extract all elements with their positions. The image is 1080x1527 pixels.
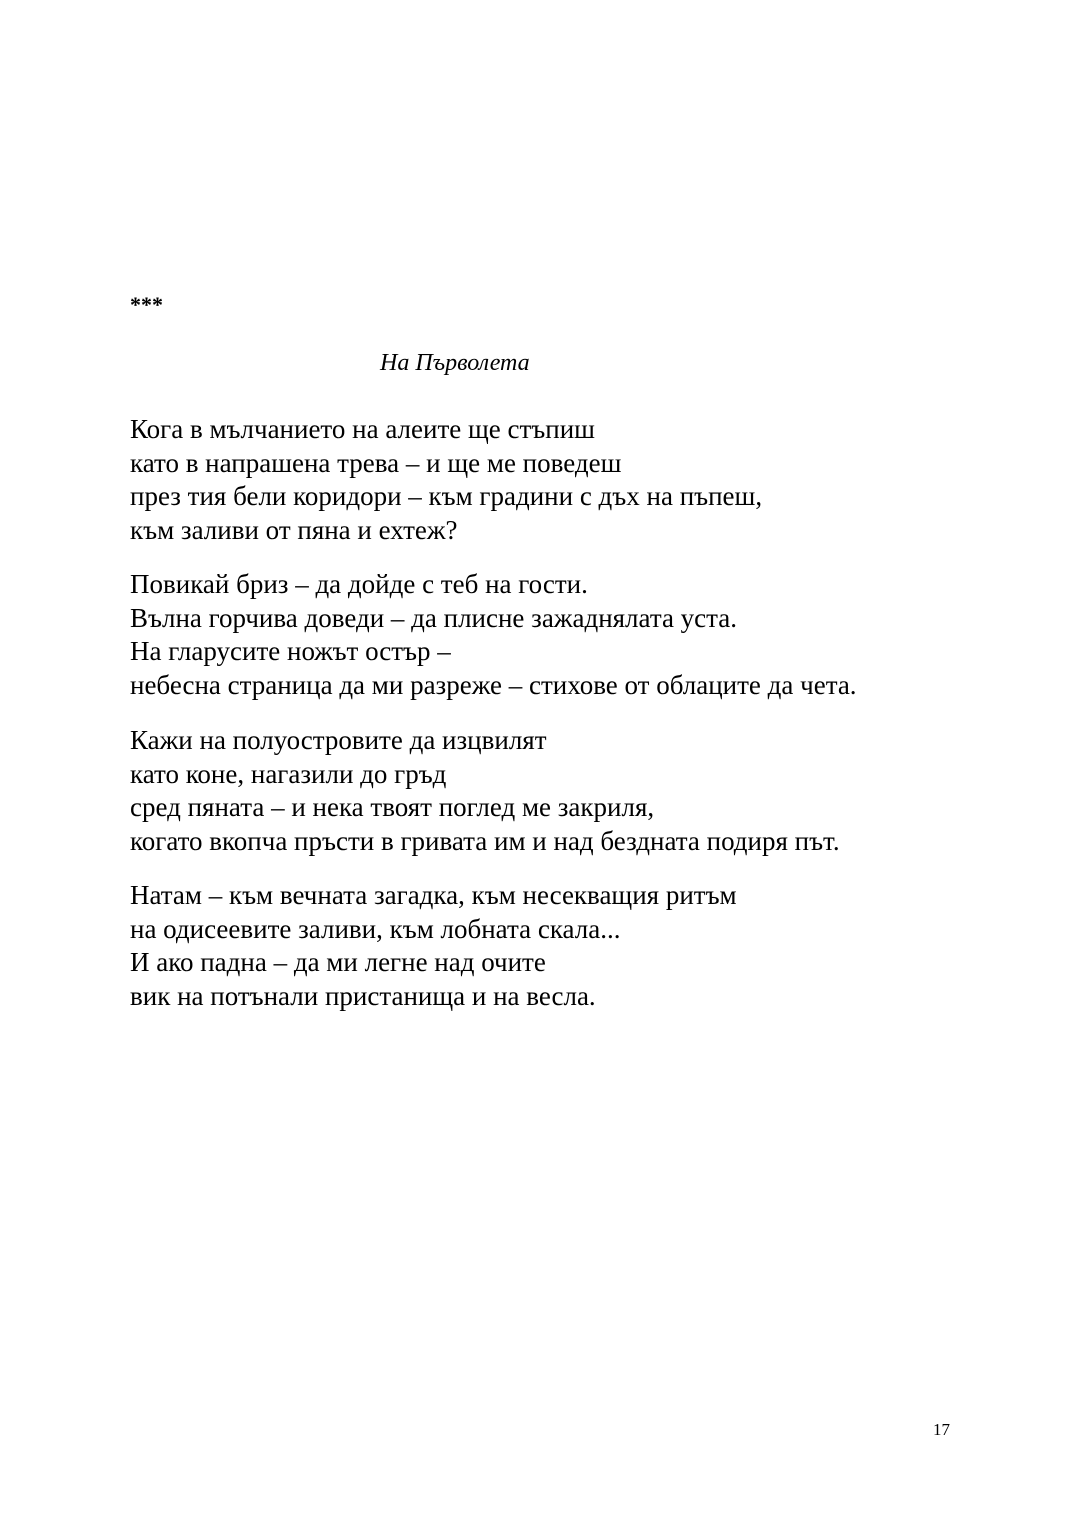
poem-line: на одисеевите заливи, към лобната скала... (130, 913, 621, 944)
poem-line: вик на потънали пристанища и на весла. (130, 980, 596, 1011)
poem-line: На гларусите ножът остър – (130, 636, 451, 666)
section-separator: *** (130, 292, 163, 317)
page-number: 17 (933, 1420, 950, 1439)
poem-line: като в напрашена трева – и ще ме поведеш (130, 447, 622, 478)
poem-title: На Първолета (380, 350, 530, 376)
poem-line: Вълна горчива доведи – да плисне зажаднялата уста. (130, 602, 738, 633)
stanza-4 (130, 879, 737, 1013)
poem-line: когато вкопча пръсти в гривата им и над бездната подиря път. (130, 825, 840, 856)
poem-line: Кога в мълчанието на алеите ще стъпиш (130, 414, 595, 444)
poem-line: към заливи от пяна и ехтеж? (130, 514, 458, 545)
poem-line: през тия бели коридори – към градини с дъх на пъпеш, (130, 481, 763, 511)
poem-line: като коне, нагазили до гръд (130, 758, 447, 789)
poem-line: И ако падна – да ми легне над очите (130, 947, 546, 977)
poem-line: небесна страница да ми разреже – стихове от облаците да чета. (130, 669, 857, 700)
poem-line: Кажи на полуостровите да изцвилят (130, 725, 547, 755)
poem-line: сред пяната – и нека твоят поглед ме закриля, (130, 792, 655, 822)
poem-line: Повикай бриз – да дойде с теб на гости. (130, 569, 588, 599)
stanza-1 (130, 413, 762, 547)
stanza-3 (130, 724, 840, 858)
poem-line: Натам – към вечната загадка, към несекващия ритъм (130, 880, 737, 910)
stanza-2 (130, 568, 857, 702)
